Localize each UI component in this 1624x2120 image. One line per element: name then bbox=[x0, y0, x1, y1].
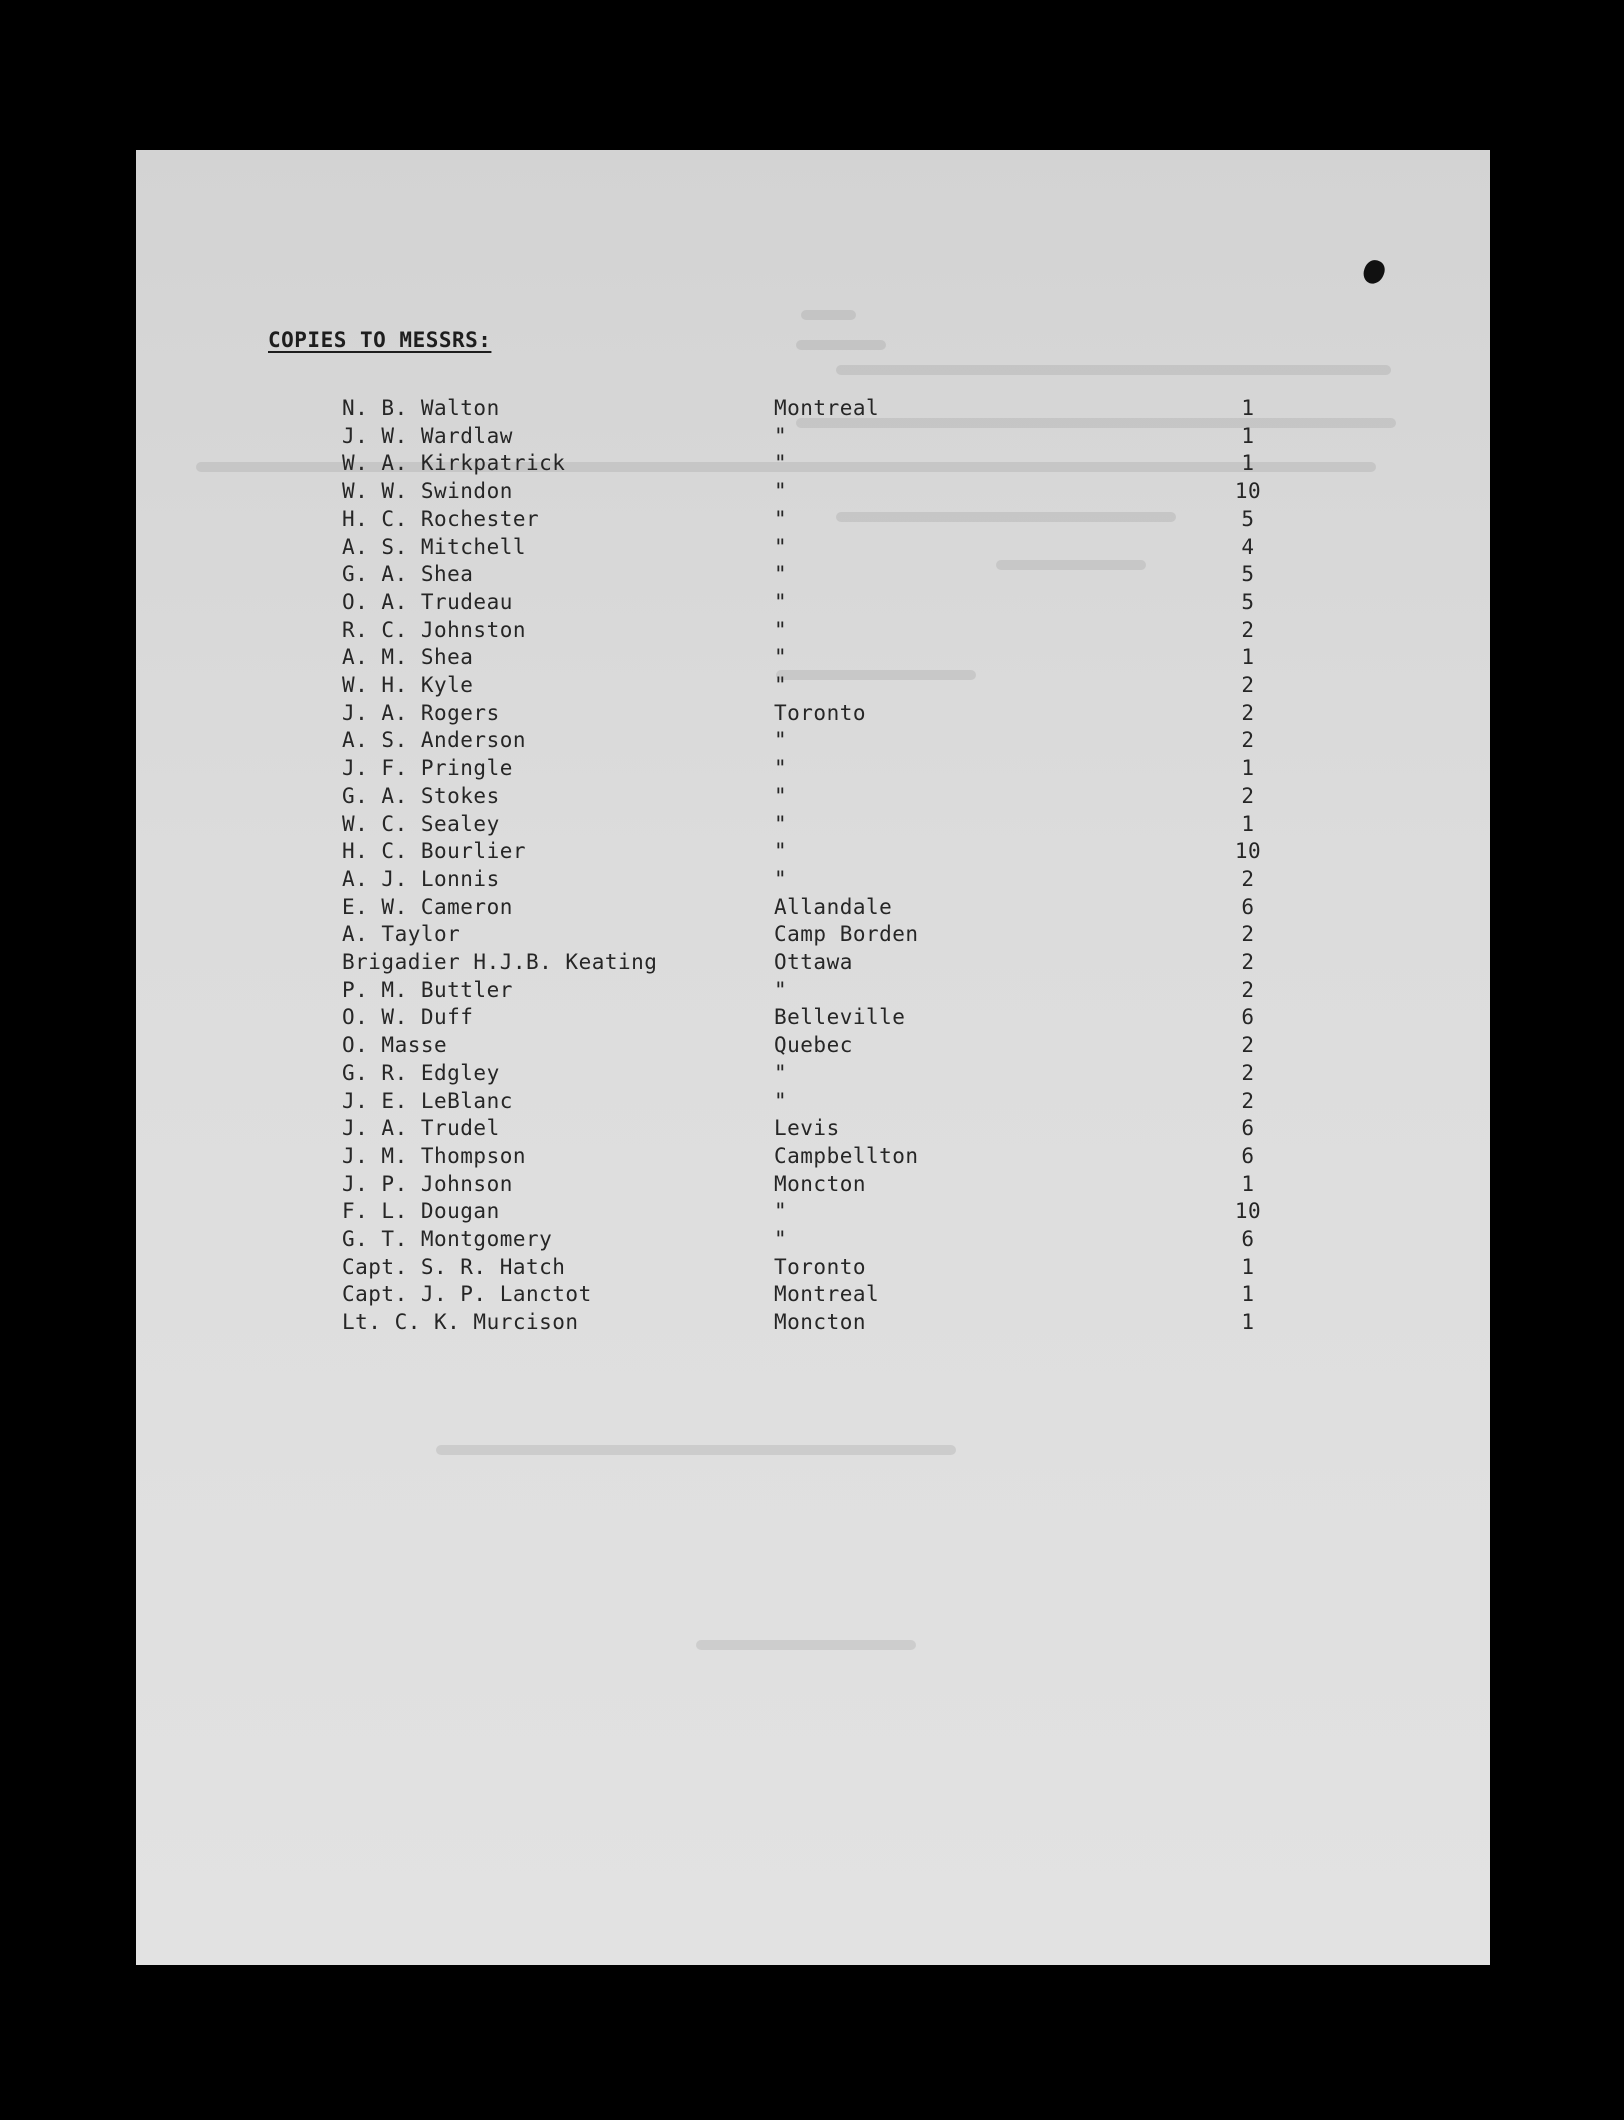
recipient-name: O. A. Trudeau bbox=[342, 589, 513, 614]
copy-count: 2 bbox=[1241, 1060, 1255, 1085]
copy-count: 2 bbox=[1241, 783, 1255, 808]
recipient-location: Levis bbox=[774, 1116, 840, 1141]
ink-blot bbox=[1360, 257, 1387, 286]
recipient-location: " bbox=[774, 977, 788, 1002]
copy-count: 2 bbox=[1241, 950, 1255, 974]
recipient-name: N. B. Walton bbox=[342, 396, 500, 420]
bleed-through-mark bbox=[801, 310, 856, 320]
recipient-location: Ottawa bbox=[774, 950, 853, 974]
recipient-row bbox=[136, 1033, 1490, 1061]
copy-count: 2 bbox=[1241, 1088, 1255, 1113]
copy-count: 1 bbox=[1241, 1254, 1255, 1279]
recipient-location: Toronto bbox=[774, 700, 867, 725]
copy-count: 1 bbox=[1241, 811, 1255, 836]
recipient-row bbox=[136, 756, 1490, 784]
recipient-row bbox=[136, 895, 1490, 923]
recipient-location: Belleville bbox=[774, 1005, 906, 1030]
recipient-name: G. A. Stokes bbox=[342, 783, 500, 808]
recipient-name: J. A. Rogers bbox=[342, 700, 500, 725]
recipient-row bbox=[136, 978, 1490, 1006]
recipient-location: " bbox=[774, 673, 788, 697]
recipient-row bbox=[136, 535, 1490, 563]
recipient-location: " bbox=[774, 756, 788, 781]
recipient-name: Brigadier H.J.B. Keating bbox=[342, 950, 658, 974]
recipient-location: Campbellton bbox=[774, 1143, 919, 1168]
recipient-name: O. W. Duff bbox=[342, 1005, 474, 1030]
recipient-row bbox=[136, 1116, 1490, 1144]
recipient-name: Lt. C. K. Murcison bbox=[342, 1310, 579, 1335]
recipient-location: " bbox=[774, 783, 788, 808]
recipient-location: Toronto bbox=[774, 1254, 867, 1279]
document-page bbox=[136, 150, 1490, 1965]
copy-count: 6 bbox=[1241, 1227, 1255, 1251]
recipient-location: " bbox=[774, 811, 788, 836]
recipient-name: R. C. Johnston bbox=[342, 617, 527, 642]
bleed-through-mark bbox=[796, 340, 886, 350]
recipient-name: J. E. LeBlanc bbox=[342, 1088, 513, 1113]
copy-count: 1 bbox=[1241, 756, 1255, 781]
recipient-location: " bbox=[774, 839, 788, 864]
copy-count: 2 bbox=[1241, 700, 1255, 725]
recipient-name: G. A. Shea bbox=[342, 562, 474, 587]
recipient-row bbox=[136, 451, 1490, 479]
copy-count: 2 bbox=[1241, 673, 1255, 697]
recipient-row bbox=[136, 1061, 1490, 1089]
recipient-row bbox=[136, 784, 1490, 812]
copy-count: 2 bbox=[1241, 1033, 1255, 1058]
copy-count: 1 bbox=[1241, 396, 1255, 420]
recipient-name: H. C. Bourlier bbox=[342, 839, 527, 864]
recipient-location: " bbox=[774, 645, 788, 670]
recipient-row bbox=[136, 1227, 1490, 1255]
recipient-name: W. W. Swindon bbox=[342, 479, 513, 504]
bleed-through-mark bbox=[436, 1445, 956, 1455]
recipient-row bbox=[136, 1005, 1490, 1033]
recipient-row bbox=[136, 507, 1490, 535]
recipient-name: J. A. Trudel bbox=[342, 1116, 500, 1141]
recipient-row bbox=[136, 1172, 1490, 1200]
copy-count: 1 bbox=[1241, 645, 1255, 670]
recipient-location: " bbox=[774, 479, 788, 504]
recipient-row bbox=[136, 839, 1490, 867]
recipient-row bbox=[136, 479, 1490, 507]
recipient-name: J. M. Thompson bbox=[342, 1143, 527, 1168]
recipient-location: " bbox=[774, 423, 788, 448]
copy-count: 2 bbox=[1241, 617, 1255, 642]
recipient-name: P. M. Buttler bbox=[342, 977, 513, 1002]
copy-count: 5 bbox=[1241, 562, 1255, 587]
recipient-location: " bbox=[774, 728, 788, 753]
recipient-name: J. P. Johnson bbox=[342, 1171, 513, 1196]
recipient-location: Moncton bbox=[774, 1310, 867, 1335]
recipient-name: A. J. Lonnis bbox=[342, 866, 500, 891]
recipient-row bbox=[136, 950, 1490, 978]
recipient-location: " bbox=[774, 589, 788, 614]
recipient-name: J. W. Wardlaw bbox=[342, 423, 513, 448]
recipient-row bbox=[136, 701, 1490, 729]
recipient-location: Montreal bbox=[774, 1282, 880, 1307]
recipient-location: " bbox=[774, 1060, 788, 1085]
bleed-through-mark bbox=[836, 365, 1391, 375]
recipient-name: W. A. Kirkpatrick bbox=[342, 451, 566, 476]
recipient-row bbox=[136, 396, 1490, 424]
recipient-location: " bbox=[774, 1088, 788, 1113]
recipient-location: " bbox=[774, 617, 788, 642]
recipient-row bbox=[136, 812, 1490, 840]
copy-count: 10 bbox=[1234, 839, 1262, 864]
recipient-location: Quebec bbox=[774, 1033, 853, 1058]
recipient-name: G. T. Montgomery bbox=[342, 1227, 553, 1251]
recipient-row bbox=[136, 1089, 1490, 1117]
copy-count: 6 bbox=[1241, 1116, 1255, 1141]
recipient-location: " bbox=[774, 866, 788, 891]
recipient-location: Moncton bbox=[774, 1171, 867, 1196]
copy-count: 2 bbox=[1241, 866, 1255, 891]
recipient-location: " bbox=[774, 534, 788, 559]
recipient-row bbox=[136, 673, 1490, 701]
recipient-name: E. W. Cameron bbox=[342, 894, 513, 919]
copy-count: 1 bbox=[1241, 451, 1255, 476]
recipient-name: W. C. Sealey bbox=[342, 811, 500, 836]
copy-count: 1 bbox=[1241, 1282, 1255, 1307]
recipient-name: A. Taylor bbox=[342, 922, 461, 947]
copy-count: 6 bbox=[1241, 894, 1255, 919]
recipient-row bbox=[136, 728, 1490, 756]
recipient-row bbox=[136, 1310, 1490, 1338]
copy-count: 4 bbox=[1241, 534, 1255, 559]
copy-count: 5 bbox=[1241, 589, 1255, 614]
recipient-location: Allandale bbox=[774, 894, 893, 919]
recipient-location: Camp Borden bbox=[774, 922, 919, 947]
recipient-name: J. F. Pringle bbox=[342, 756, 513, 781]
recipient-name: Capt. J. P. Lanctot bbox=[342, 1282, 592, 1307]
page-heading: COPIES TO MESSRS: bbox=[268, 328, 492, 352]
copy-count: 2 bbox=[1241, 728, 1255, 753]
recipient-row bbox=[136, 922, 1490, 950]
recipient-name: G. R. Edgley bbox=[342, 1060, 500, 1085]
recipient-row bbox=[136, 1199, 1490, 1227]
recipient-name: A. S. Anderson bbox=[342, 728, 527, 753]
recipient-location: " bbox=[774, 1227, 788, 1251]
bleed-through-mark bbox=[696, 1640, 916, 1650]
recipient-location: " bbox=[774, 562, 788, 587]
recipient-name: Capt. S. R. Hatch bbox=[342, 1254, 566, 1279]
recipient-name: F. L. Dougan bbox=[342, 1199, 500, 1224]
recipient-location: " bbox=[774, 506, 788, 531]
copy-count: 10 bbox=[1234, 479, 1262, 504]
recipient-row bbox=[136, 424, 1490, 452]
recipient-row bbox=[136, 1282, 1490, 1310]
recipient-row bbox=[136, 1255, 1490, 1283]
recipient-row bbox=[136, 645, 1490, 673]
recipient-row bbox=[136, 618, 1490, 646]
recipient-name: O. Masse bbox=[342, 1033, 448, 1058]
copy-count: 2 bbox=[1241, 977, 1255, 1002]
recipient-row bbox=[136, 867, 1490, 895]
copy-count: 5 bbox=[1241, 506, 1255, 531]
copy-count: 1 bbox=[1241, 1310, 1255, 1335]
recipient-name: A. S. Mitchell bbox=[342, 534, 527, 559]
recipient-name: A. M. Shea bbox=[342, 645, 474, 670]
recipient-location: Montreal bbox=[774, 396, 880, 420]
copy-count: 1 bbox=[1241, 423, 1255, 448]
copy-count: 6 bbox=[1241, 1005, 1255, 1030]
recipient-row bbox=[136, 1144, 1490, 1172]
recipient-row bbox=[136, 590, 1490, 618]
copy-count: 6 bbox=[1241, 1143, 1255, 1168]
copy-count: 10 bbox=[1234, 1199, 1262, 1224]
copy-count: 1 bbox=[1241, 1171, 1255, 1196]
recipient-row bbox=[136, 562, 1490, 590]
copy-count: 2 bbox=[1241, 922, 1255, 947]
recipient-location: " bbox=[774, 1199, 788, 1224]
recipient-location: " bbox=[774, 451, 788, 476]
recipient-name: W. H. Kyle bbox=[342, 673, 474, 697]
recipient-name: H. C. Rochester bbox=[342, 506, 540, 531]
